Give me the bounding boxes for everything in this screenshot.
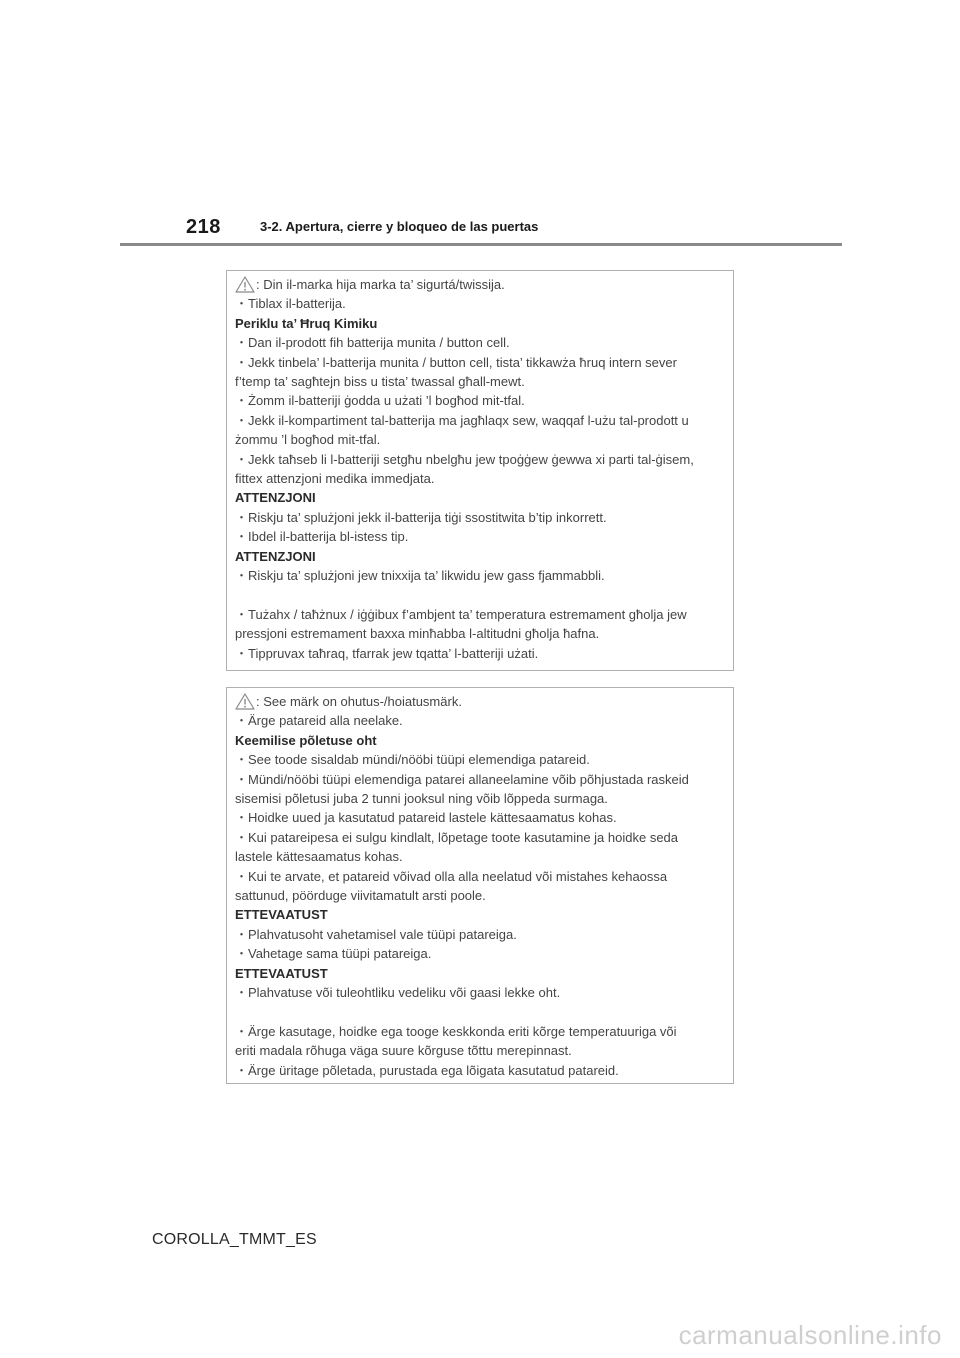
warning-box-estonian (226, 687, 734, 1084)
text-line: ・Riskju ta’ splużjoni jekk il-batterija tiġi ssostitwita b’tip inkorrett. (235, 509, 607, 525)
page-number: 218 (186, 216, 221, 238)
warning-triangle-icon (235, 276, 255, 293)
warning-heading-text: : Din il-marka hija marka ta’ sigurtá/twissija. (256, 277, 505, 292)
section-title: 3-2. Apertura, cierre y bloqueo de las puertas (260, 219, 539, 234)
text-line: ・Jekk taħseb li l-batteriji setgħu nbelgħu jew tpoġġew ġewwa xi parti tal-ġisem, (235, 451, 694, 467)
text-line: lastele kättesaamatus kohas. (235, 849, 403, 865)
text-line: ・Jekk il-kompartiment tal-batterija ma jagħlaqx sew, waqqaf l-użu tal-prodott u (235, 412, 689, 428)
text-line: sisemisi põletusi juba 2 tunni jooksul ning võib lõppeda surmaga. (235, 791, 608, 807)
text-line: ・Kui te arvate, et patareid võivad olla alla neelatud või mistahes kehaossa (235, 868, 668, 884)
warning-box-maltese (226, 270, 734, 671)
text-line: f’temp ta’ sagħtejn biss u tista’ twassal għall-mewt. (235, 374, 525, 390)
text-line: ・Kui patareipesa ei sulgu kindlalt, lõpetage toote kasutamine ja hoidke seda (235, 829, 679, 845)
text-line: żommu ’l bogħod mit-tfal. (235, 432, 381, 448)
text-line: ・Żomm il-batteriji ġodda u użati ’l bogħod mit-tfal. (235, 393, 525, 409)
text-line: ・Ärge patareid alla neelake. (235, 713, 403, 729)
text-line: eriti madala rõhuga väga suure kõrguse tõttu merepinnast. (235, 1043, 572, 1059)
warning-heading-line (235, 692, 727, 711)
warning-triangle-icon (235, 693, 255, 710)
warning-heading-text: : See märk on ohutus-/hoiatusmärk. (256, 694, 462, 709)
text-line: ・Hoidke uued ja kasutatud patareid lastele kättesaamatus kohas. (235, 810, 617, 826)
text-line: ・Jekk tinbela’ l-batterija munita / button cell, tista’ tikkawża ħruq intern sever (235, 354, 677, 370)
subheading: Periklu ta’ Ħruq Kimiku (235, 315, 378, 331)
text-line: ・Riskju ta’ splużjoni jew tnixxija ta’ likwidu jew gass fjammabbli. (235, 568, 605, 584)
warning-heading-line (235, 275, 727, 294)
text-line: sattunud, pöörduge viivitamatult arsti poole. (235, 888, 486, 904)
text-line: ・Tużahx / taħżnux / iġġibux f’ambjent ta’ temperatura estremament għolja jew (235, 606, 687, 622)
text-line: ・Vahetage sama tüüpi patareiga. (235, 946, 432, 962)
subheading: ETTEVAATUST (235, 965, 328, 981)
subheading: Keemilise põletuse oht (235, 732, 377, 748)
footer-document-code: COROLLA_TMMT_ES (152, 1231, 317, 1248)
watermark: carmanualsonline.info (678, 1320, 942, 1350)
text-line: ・Mündi/nööbi tüüpi elemendiga patarei allaneelamine võib põhjustada raskeid (235, 771, 689, 787)
subheading: ATTENZJONI (235, 490, 316, 506)
text-line: ・Tiblax il-batterija. (235, 296, 346, 312)
text-line: ・Ärge kasutage, hoidke ega tooge keskkonda eriti kõrge temperatuuriga või (235, 1023, 677, 1039)
subheading: ETTEVAATUST (235, 907, 328, 923)
header-divider (120, 243, 842, 246)
text-line: ・Ärge üritage põletada, purustada ega lõigata kasutatud patareid. (235, 1062, 619, 1078)
text-line: ・Plahvatusoht vahetamisel vale tüüpi patareiga. (235, 926, 517, 942)
text-line: fittex attenzjoni medika immedjata. (235, 471, 435, 487)
text-line: ・Dan il-prodott fih batterija munita / button cell. (235, 335, 510, 351)
text-line: ・See toode sisaldab mündi/nööbi tüüpi elemendiga patareid. (235, 752, 590, 768)
text-line: ・Plahvatuse või tuleohtliku vedeliku või gaasi lekke oht. (235, 985, 561, 1001)
text-line: ・Tippruvax taħraq, tfarrak jew tqatta’ l-batteriji użati. (235, 645, 539, 661)
subheading: ATTENZJONI (235, 548, 316, 564)
text-line: ・Ibdel il-batterija bl-istess tip. (235, 529, 409, 545)
text-line: pressjoni estremament baxxa minħabba l-altitudni għolja ħafna. (235, 626, 600, 642)
